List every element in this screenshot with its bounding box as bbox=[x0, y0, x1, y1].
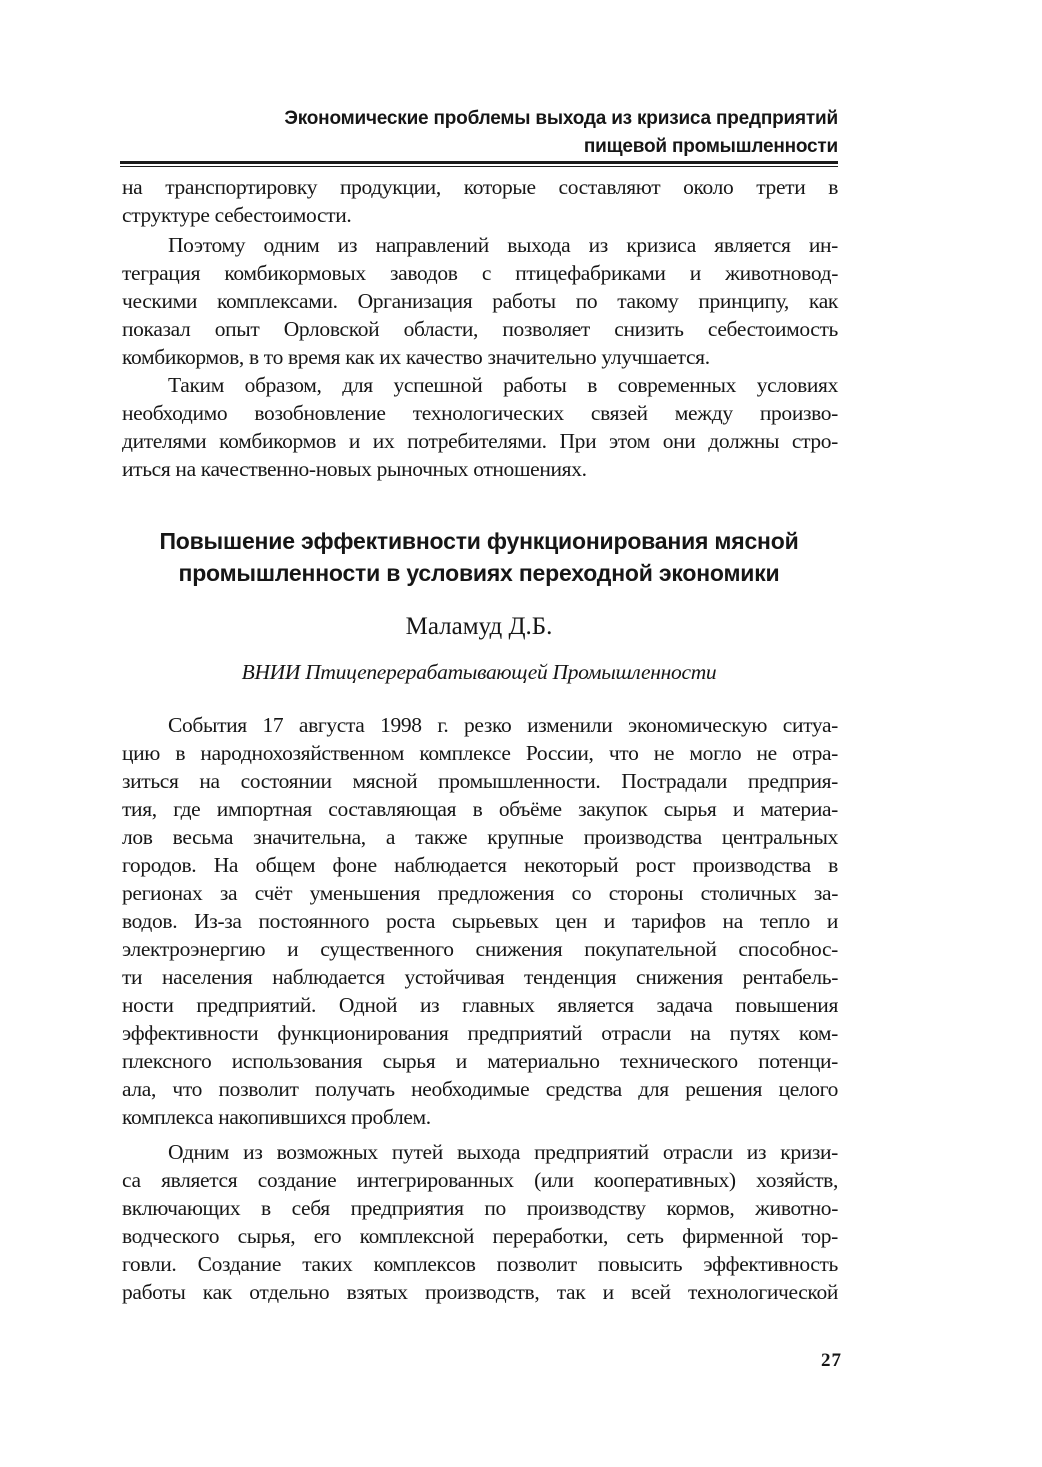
text-line: комбикормов, в то время как их качество значительно улучшается. bbox=[122, 345, 710, 369]
paragraph-august-events bbox=[122, 711, 838, 1131]
text-line: включающих в себя предприятия по производству кормов, животно- bbox=[122, 1196, 838, 1220]
header-rule-thin bbox=[120, 166, 838, 167]
author-affiliation: ВНИИ Птицеперерабатывающей Промышленности bbox=[241, 660, 717, 684]
running-header-line-1: Экономические проблемы выхода из кризиса предприятий bbox=[284, 108, 838, 129]
text-line: городов. На общем фоне наблюдается некоторый рост производства в bbox=[122, 853, 838, 877]
text-line: дителями комбикормов и их потребителями. При этом они должны стро- bbox=[122, 429, 838, 453]
text-line: теграция комбикормовых заводов с птицефабриками и животновод- bbox=[122, 261, 838, 285]
text-line: Поэтому одним из направлений выхода из кризиса является ин- bbox=[168, 233, 838, 257]
header-rule-thick bbox=[120, 161, 838, 164]
paragraph-integrated-farms bbox=[122, 1138, 838, 1306]
text-line: ти населения наблюдается устойчивая тенденция снижения рентабель- bbox=[122, 965, 838, 989]
text-line: ческими комплексами. Организация работы по такому принципу, как bbox=[122, 289, 838, 313]
text-line: эффективности функционирования предприятий отрасли на путях ком- bbox=[122, 1021, 838, 1045]
text-line: зиться на состоянии мясной промышленности. Пострадали предприя- bbox=[122, 769, 838, 793]
text-line: говли. Создание таких комплексов позволит повысить эффективность bbox=[122, 1252, 838, 1276]
text-line: необходимо возобновление технологических связей между произво- bbox=[122, 401, 838, 425]
author-name: Маламуд Д.Б. bbox=[405, 613, 553, 640]
running-header-line-2: пищевой промышленности bbox=[583, 136, 838, 157]
section-title-line-2: промышленности в условиях переходной экономики bbox=[178, 560, 780, 586]
text-line: структуре себестоимости. bbox=[122, 203, 352, 227]
text-line: на транспортировку продукции, которые составляют около трети в bbox=[122, 175, 838, 199]
text-line: са является создание интегрированных (или кооперативных) хозяйств, bbox=[122, 1168, 838, 1192]
running-header bbox=[120, 105, 838, 161]
text-line: цию в народнохозяйственном комплексе России, что не могло не отра- bbox=[122, 741, 838, 765]
text-line: иться на качественно-новых рыночных отношениях. bbox=[122, 457, 587, 481]
text-line: электроэнергию и существенного снижения покупательной способнос- bbox=[122, 937, 838, 961]
paragraph-continued bbox=[122, 173, 838, 229]
text-line: показал опыт Орловской области, позволяет снизить себестоимость bbox=[122, 317, 838, 341]
section-title bbox=[120, 525, 838, 589]
text-line: регионах за счёт уменьшения предложения со стороны столичных за- bbox=[122, 881, 838, 905]
section-title-line-1: Повышение эффективности функционирования мясной bbox=[159, 528, 799, 554]
text-line: лов весьма значительна, а также крупные производства центральных bbox=[122, 825, 838, 849]
page-number: 27 bbox=[821, 1350, 842, 1371]
text-line: Таким образом, для успешной работы в современных условиях bbox=[168, 373, 838, 397]
text-line: плексного использования сырья и материально технического потенци- bbox=[122, 1049, 838, 1073]
paragraph-integration bbox=[122, 231, 838, 371]
text-line: работы как отдельно взятых производств, так и всей технологической bbox=[122, 1280, 838, 1304]
text-line: тия, где импортная составляющая в объёме закупок сырья и материа- bbox=[122, 797, 838, 821]
text-line: комплекса накопившихся проблем. bbox=[122, 1105, 431, 1129]
paragraph-conclusion bbox=[122, 371, 838, 483]
text-line: ала, что позволит получать необходимые средства для решения целого bbox=[122, 1077, 838, 1101]
text-line: События 17 августа 1998 г. резко изменили экономическую ситуа- bbox=[168, 713, 838, 737]
text-line: Одним из возможных путей выхода предприятий отрасли из кризи- bbox=[168, 1140, 838, 1164]
text-line: ности предприятий. Одной из главных является задача повышения bbox=[122, 993, 838, 1017]
text-line: водческого сырья, его комплексной переработки, сеть фирменной тор- bbox=[122, 1224, 838, 1248]
text-line: водов. Из-за постоянного роста сырьевых цен и тарифов на тепло и bbox=[122, 909, 838, 933]
